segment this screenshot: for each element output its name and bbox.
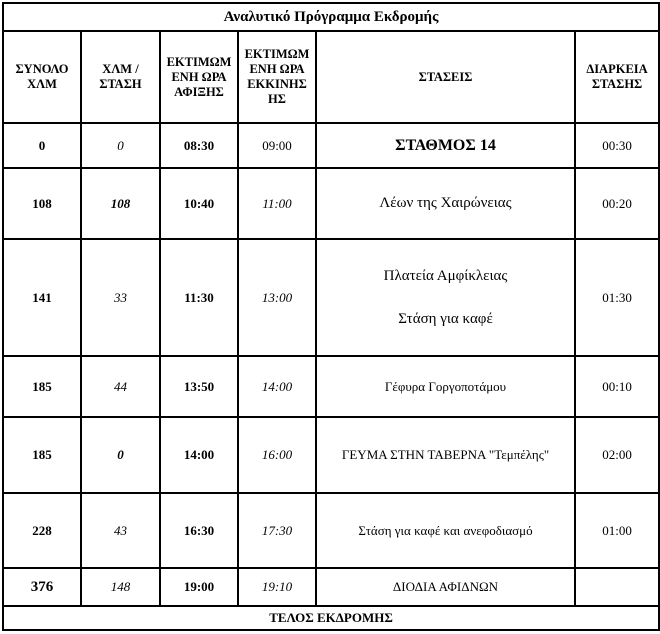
itinerary-table [2, 2, 660, 631]
departure-cell: 13:00 [238, 239, 316, 356]
duration-cell: 01:30 [575, 239, 659, 356]
duration-cell: 00:30 [575, 123, 659, 168]
km-per-stop-cell: 44 [81, 356, 160, 417]
stop-line-secondary: Στάση για καφέ [398, 310, 493, 327]
header-km-per-stop: ΧΛΜ / ΣΤΑΣΗ [81, 31, 160, 123]
stop-cell: ΓΕΥΜΑ ΣΤΗΝ ΤΑΒΕΡΝΑ "Τεμπέλης" [316, 417, 575, 493]
km-per-stop-cell: 33 [81, 239, 160, 356]
table-row [3, 568, 659, 606]
stop-cell: ΣΤΑΘΜΟΣ 14 [316, 123, 575, 168]
total-km-cell: 185 [3, 417, 81, 493]
km-per-stop-cell: 108 [81, 168, 160, 239]
arrival-cell: 13:50 [160, 356, 238, 417]
arrival-cell: 11:30 [160, 239, 238, 356]
table-title: Αναλυτικό Πρόγραμμα Εκδρομής [3, 3, 659, 31]
duration-cell: 00:10 [575, 356, 659, 417]
arrival-cell: 14:00 [160, 417, 238, 493]
table-row [3, 168, 659, 239]
total-km-cell: 228 [3, 493, 81, 568]
header-row [3, 31, 659, 123]
km-per-stop-cell: 148 [81, 568, 160, 606]
stop-cell: ΔΙΟΔΙΑ ΑΦΙΔΝΩΝ [316, 568, 575, 606]
total-km-cell: 108 [3, 168, 81, 239]
departure-cell: 16:00 [238, 417, 316, 493]
departure-cell: 17:30 [238, 493, 316, 568]
arrival-cell: 08:30 [160, 123, 238, 168]
departure-cell: 14:00 [238, 356, 316, 417]
table-row [3, 239, 659, 356]
title-row [3, 3, 659, 31]
duration-cell: 02:00 [575, 417, 659, 493]
departure-cell: 11:00 [238, 168, 316, 239]
stop-cell [316, 239, 575, 356]
stop-cell: Λέων της Χαιρώνειας [316, 168, 575, 239]
departure-cell: 19:10 [238, 568, 316, 606]
arrival-cell: 10:40 [160, 168, 238, 239]
total-km-cell: 0 [3, 123, 81, 168]
duration-cell: 01:00 [575, 493, 659, 568]
departure-cell: 09:00 [238, 123, 316, 168]
total-km-cell: 185 [3, 356, 81, 417]
table-footer: ΤΕΛΟΣ ΕΚΔΡΟΜΗΣ [3, 606, 659, 630]
table-row [3, 493, 659, 568]
header-arrival: ΕΚΤΙΜΩΜ ΕΝΗ ΩΡΑ ΑΦΙΞΗΣ [160, 31, 238, 123]
stop-line: Πλατεία Αμφίκλειας [383, 267, 508, 284]
arrival-cell: 19:00 [160, 568, 238, 606]
header-total-km: ΣΥΝΟΛΟ ΧΛΜ [3, 31, 81, 123]
duration-cell [575, 568, 659, 606]
header-departure: ΕΚΤΙΜΩΜ ΕΝΗ ΩΡΑ ΕΚΚΙΝΗΣ ΗΣ [238, 31, 316, 123]
table-row [3, 123, 659, 168]
total-km-cell: 376 [3, 568, 81, 606]
header-stops: ΣΤΑΣΕΙΣ [316, 31, 575, 123]
km-per-stop-cell: 43 [81, 493, 160, 568]
table-row [3, 417, 659, 493]
footer-row [3, 606, 659, 630]
header-duration: ΔΙΑΡΚΕΙΑ ΣΤΑΣΗΣ [575, 31, 659, 123]
table-row [3, 356, 659, 417]
stop-cell: Γέφυρα Γοργοποτάμου [316, 356, 575, 417]
arrival-cell: 16:30 [160, 493, 238, 568]
km-per-stop-cell: 0 [81, 123, 160, 168]
total-km-cell: 141 [3, 239, 81, 356]
km-per-stop-cell: 0 [81, 417, 160, 493]
duration-cell: 00:20 [575, 168, 659, 239]
stop-cell: Στάση για καφέ και ανεφοδιασμό [316, 493, 575, 568]
